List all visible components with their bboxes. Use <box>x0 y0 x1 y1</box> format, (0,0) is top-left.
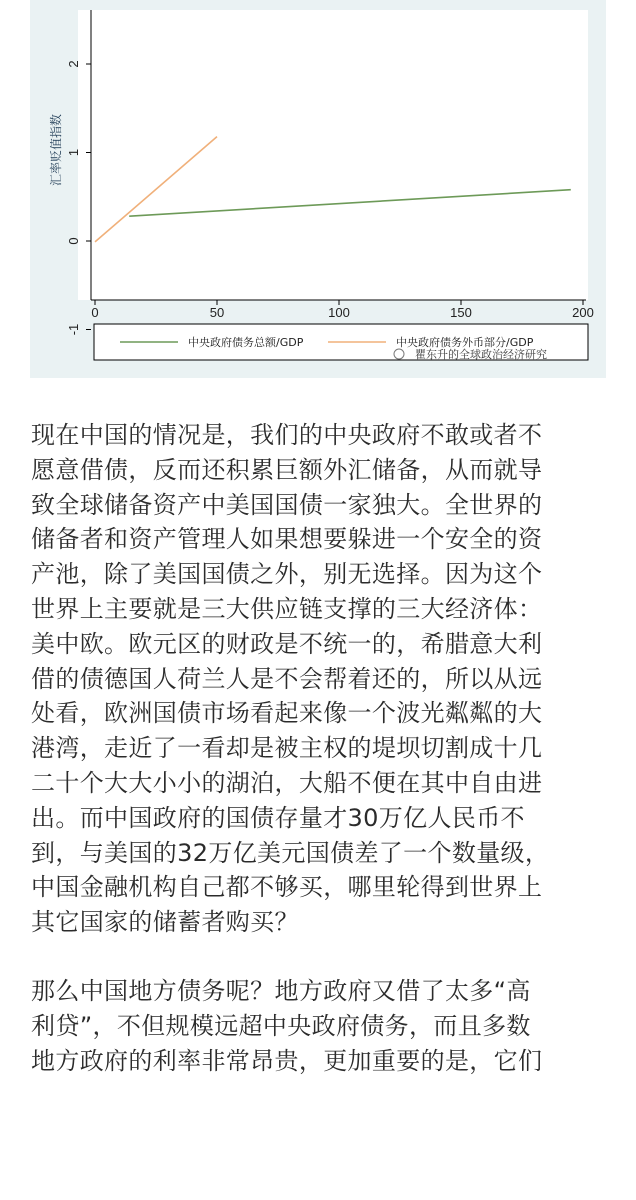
text-line: 致全球储备资产中美国国债一家独大。全世界的 <box>31 490 543 519</box>
text-line: 二十个大大小小的湖泊，大船不便在其中自由进 <box>31 768 543 797</box>
text-line: 到，与美国的32万亿美元国债差了一个数量级， <box>31 838 550 867</box>
y-tick-label: -1 <box>66 323 81 336</box>
x-tick-label: 0 <box>91 305 99 320</box>
text-line: 其它国家的储蓄者购买？ <box>31 908 299 937</box>
text-line: 处看，欧洲国债市场看起来像一个波光粼粼的大 <box>31 699 543 728</box>
article-body <box>31 418 609 1112</box>
text-line: 港湾，走近了一看却是被主权的堤坝切割成十几 <box>31 734 543 763</box>
text-line: 那么中国地方债务呢？地方政府又借了太多“高 <box>31 976 531 1005</box>
text-line: 美中欧。欧元区的财政是不统一的，希腊意大利 <box>31 629 543 658</box>
chart-figure <box>30 0 606 378</box>
legend-label: 中央政府债务总额/GDP <box>188 336 304 349</box>
text-line: 借的债德国人荷兰人是不会帮着还的，所以从远 <box>31 664 543 693</box>
watermark-text: 瞿东升的全球政治经济研究 <box>415 348 547 361</box>
x-tick-label: 50 <box>209 305 225 320</box>
watermark <box>394 347 547 361</box>
x-tick-label: 200 <box>572 305 594 320</box>
text-line: 现在中国的情况是，我们的中央政府不敢或者不 <box>31 421 543 449</box>
text-line: 世界上主要就是三大供应链支撑的三大经济体： <box>31 594 543 623</box>
x-tick-label: 100 <box>328 305 350 320</box>
line-chart <box>30 0 606 378</box>
plot-area <box>78 10 588 300</box>
x-tick-label: 150 <box>450 305 472 320</box>
text-line: 出。而中国政府的国债存量才30万亿人民币不 <box>31 803 525 832</box>
legend-label: 中央政府债务外币部分/GDP <box>396 336 534 349</box>
text-line: 储备者和资产管理人如果想要躲进一个安全的资 <box>31 525 543 554</box>
text-line: 产池，除了美国国债之外，别无选择。因为这个 <box>31 560 543 589</box>
y-tick-label: 0 <box>66 237 81 245</box>
text-line: 愿意借债，反而还积累巨额外汇储备，从而就导 <box>31 455 543 484</box>
article-paragraph-1 <box>31 418 609 940</box>
x-ticks <box>91 300 593 320</box>
y-tick-label: 1 <box>66 148 81 157</box>
text-line: 中国金融机构自己都不够买，哪里轮得到世界上 <box>31 873 543 902</box>
y-tick-label: 2 <box>66 60 81 68</box>
text-line: 利贷”，不但规模远超中央政府债务，而且多数 <box>31 1011 531 1040</box>
article-paragraph-2 <box>31 974 609 1078</box>
text-line: 地方政府的利率非常昂贵，更加重要的是，它们 <box>31 1046 543 1075</box>
y-axis-label: 汇率贬值指数 <box>49 113 63 187</box>
